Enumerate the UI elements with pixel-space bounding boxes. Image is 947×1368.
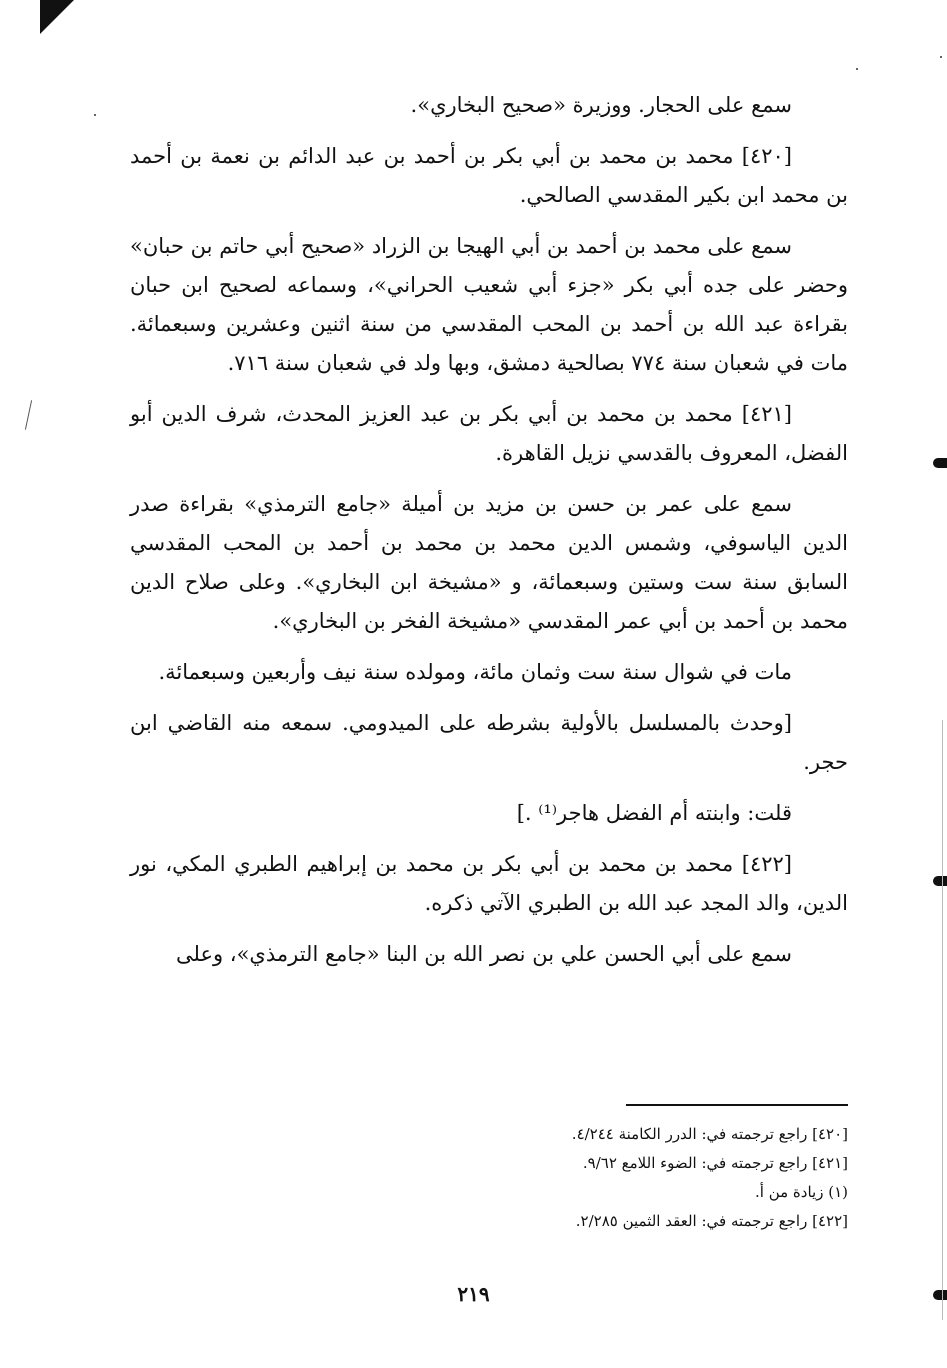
footnote: [٤٢٠] راجع ترجمته في: الدرر الكامنة ٤/٢٤٤. — [571, 1125, 848, 1143]
scan-edge-mark — [933, 458, 947, 468]
paragraph: سمع على الحجار. ووزيرة «صحيح البخاري». — [410, 93, 792, 117]
scan-corner-mark — [40, 0, 74, 34]
paragraph: [وحدث بالمسلسل بالأولية بشرطه على الميدومي. سمعه منه القاضي ابن حجر. — [130, 711, 848, 774]
footnotes-block — [400, 1120, 848, 1236]
entry-420-heading: [٤٢٠] محمد بن محمد بن أبي بكر بن أحمد بن عبد الدائم بن نعمة بن أحمد بن محمد ابن بكير المقدسي الصالحي. — [130, 144, 848, 207]
page-number: ٢١٩ — [457, 1282, 490, 1306]
footnote-divider — [626, 1104, 848, 1106]
scan-speck — [856, 68, 858, 70]
entry-422-heading: [٤٢٢] محمد بن محمد بن أبي بكر بن محمد بن إبراهيم الطبري المكي، نور الدين، والد المجد عبد الله بن الطبري الآتي ذكره. — [130, 852, 848, 915]
paragraph: سمع على أبي الحسن علي بن نصر الله بن البنا «جامع الترمذي»، وعلى — [175, 942, 792, 966]
main-text-block — [130, 86, 848, 986]
paragraph: قلت: وابنته أم الفضل هاجر⁽¹⁾ .] — [516, 801, 792, 825]
paragraph: مات في شوال سنة ست وثمان مائة، ومولده سنة نيف وأربعين وسبعمائة. — [158, 660, 792, 684]
paragraph: سمع على عمر بن حسن بن مزيد بن أميلة «جامع الترمذي» بقراءة صدر الدين الياسوفي، وشمس الدين محمد بن محمد بن أحمد بن المحب المقدسي السابق سنة ست وستين وسبعمائة، و «مشيخة ابن البخاري». وعلى صلاح الدين محمد بن أحمد بن أبي عمر المقدسي «مشيخة الفخر بن البخاري». — [130, 492, 848, 633]
footnote: [٤٢٢] راجع ترجمته في: العقد الثمين ٢/٢٨٥. — [575, 1212, 848, 1230]
entry-421-heading: [٤٢١] محمد بن محمد بن أبي بكر بن عبد العزيز المحدث، شرف الدين أبو الفضل، المعروف بالقدسي نزيل القاهرة. — [130, 402, 848, 465]
scan-speck — [940, 56, 942, 58]
paragraph: سمع على محمد بن أحمد بن أبي الهيجا بن الزراد «صحيح أبي حاتم بن حبان» وحضر على جده أبي بكر «جزء أبي شعيب الحراني»، وسماعه لصحيح ابن حبان بقراءة عبد الله بن أحمد بن المحب المقدسي من سنة اثنين وعشرين وسبعمائة. مات في شعبان سنة ٧٧٤ بصالحية دمشق، وبها ولد في شعبان سنة ٧١٦. — [130, 234, 848, 375]
scan-stray-line — [25, 400, 32, 430]
footnote: (١) زيادة من أ. — [755, 1183, 848, 1201]
scan-edge-mark — [933, 876, 947, 886]
footnote: [٤٢١] راجع ترجمته في: الضوء اللامع ٩/٦٢. — [582, 1154, 848, 1172]
scan-speck — [94, 114, 96, 116]
scan-edge-line — [942, 720, 943, 1320]
